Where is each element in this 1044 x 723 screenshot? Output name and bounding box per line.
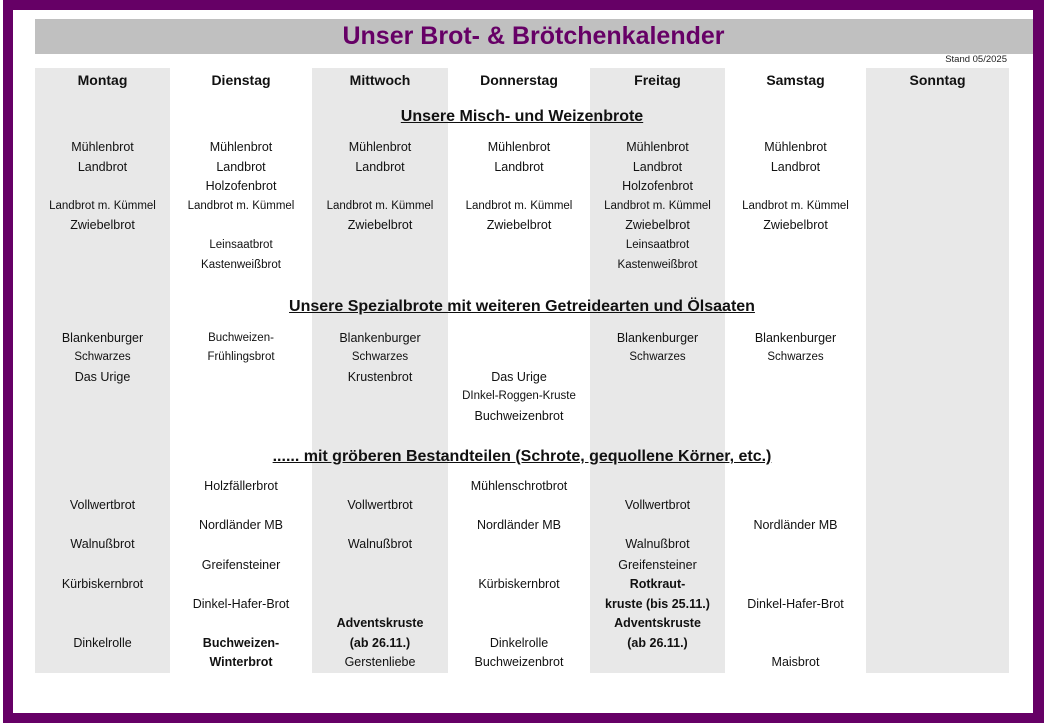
- stand-date: Stand 05/2025: [945, 54, 1007, 65]
- bread-item: Leinsaatbrot: [625, 239, 690, 251]
- bread-item: Vollwertbrot: [347, 498, 413, 512]
- bread-item: Blankenburger: [339, 331, 421, 345]
- bread-item: Kürbiskernbrot: [61, 577, 144, 591]
- bread-item: Landbrot m. Kümmel: [742, 200, 849, 212]
- bread-item: Krustenbrot: [347, 370, 413, 384]
- bread-item: Landbrot m. Kümmel: [465, 200, 573, 212]
- bread-item: Holzofenbrot: [622, 179, 693, 193]
- bread-item: Holzofenbrot: [205, 179, 277, 193]
- bread-item: Rotkraut-: [629, 577, 686, 591]
- bread-item: Zwiebelbrot: [70, 218, 135, 232]
- section-heading: ...... mit gröberen Bestandteilen (Schrote, gequollene Körner, etc.): [272, 448, 772, 465]
- bread-item: Schwarzes: [74, 351, 131, 363]
- bread-item: Dinkelrolle: [489, 636, 549, 650]
- bread-item: Blankenburger: [754, 331, 837, 345]
- bread-item: Dinkel-Hafer-Brot: [192, 597, 290, 611]
- bread-item: Mühlenbrot: [487, 140, 551, 154]
- bread-item: Mühlenbrot: [626, 140, 689, 154]
- bread-item: Landbrot: [632, 160, 683, 174]
- bread-item: Landbrot: [494, 160, 544, 174]
- day-header-samstag: Samstag: [766, 72, 825, 88]
- bread-item: Landbrot m. Kümmel: [187, 200, 295, 212]
- bread-item: Nordländer MB: [753, 518, 838, 532]
- bread-item: Zwiebelbrot: [625, 218, 690, 232]
- bread-item: Landbrot m. Kümmel: [49, 200, 156, 212]
- bread-item: Dinkelrolle: [73, 636, 132, 650]
- bread-item: Landbrot: [355, 160, 405, 174]
- bread-item: Schwarzes: [767, 351, 824, 363]
- bread-item: kruste (bis 25.11.): [605, 597, 710, 611]
- section-heading: Unsere Spezialbrote mit weiteren Getreidearten und Ölsaaten: [289, 298, 755, 315]
- bread-item: Schwarzes: [351, 351, 409, 363]
- day-header-donnerstag: Donnerstag: [480, 72, 558, 88]
- bread-item: Das Urige: [491, 370, 547, 384]
- bread-item: Walnußbrot: [70, 537, 135, 551]
- bread-item: DInkel-Roggen-Kruste: [462, 390, 576, 402]
- bread-item: Landbrot: [216, 160, 266, 174]
- bread-item: Mühlenbrot: [348, 140, 412, 154]
- day-header-dienstag: Dienstag: [211, 72, 271, 88]
- bread-item: Buchweizen-: [202, 636, 280, 650]
- bread-item: Blankenburger: [61, 331, 144, 345]
- bread-item: Maisbrot: [771, 655, 820, 669]
- day-header-mittwoch: Mittwoch: [349, 72, 411, 88]
- bread-item: Schwarzes: [629, 351, 686, 363]
- bread-item: Kastenweißbrot: [617, 259, 698, 271]
- bread-item: Kürbiskernbrot: [478, 577, 560, 591]
- bread-item: Das Urige: [74, 370, 131, 384]
- bread-item: (ab 26.11.): [349, 636, 411, 650]
- bread-item: Holzfällerbrot: [204, 479, 278, 493]
- bread-item: Mühlenschrotbrot: [470, 479, 568, 493]
- bread-item: Nordländer MB: [476, 518, 562, 532]
- bread-item: Walnußbrot: [625, 537, 690, 551]
- day-header-montag: Montag: [77, 72, 128, 88]
- page-title: Unser Brot- & Brötchenkalender: [342, 22, 725, 50]
- bread-item: Blankenburger: [616, 331, 699, 345]
- bread-item: Kastenweißbrot: [201, 259, 281, 271]
- bread-item: Adventskruste: [614, 616, 701, 630]
- bread-item: Mühlenbrot: [71, 140, 134, 154]
- bread-item: Adventskruste: [336, 616, 424, 630]
- bread-item: Vollwertbrot: [624, 498, 691, 512]
- day-header-sonntag: Sonntag: [909, 72, 966, 88]
- bread-item: Zwiebelbrot: [486, 218, 552, 232]
- bread-item: Nordländer MB: [198, 518, 284, 532]
- bread-item: Zwiebelbrot: [347, 218, 413, 232]
- bread-item: Zwiebelbrot: [763, 218, 828, 232]
- day-header-freitag: Freitag: [634, 72, 681, 88]
- bread-item: Mühlenbrot: [209, 140, 273, 154]
- bread-item: Greifensteiner: [618, 558, 697, 572]
- bread-item: Vollwertbrot: [69, 498, 136, 512]
- bread-item: Landbrot m. Kümmel: [604, 200, 711, 212]
- bread-item: Buchweizenbrot: [474, 655, 564, 669]
- bread-item: Winterbrot: [209, 655, 273, 669]
- bread-item: Buchweizenbrot: [474, 409, 564, 423]
- bread-item: Mühlenbrot: [764, 140, 827, 154]
- bread-item: Walnußbrot: [347, 537, 413, 551]
- bread-item: Frühlingsbrot: [207, 351, 275, 363]
- bread-item: (ab 26.11.): [627, 636, 688, 650]
- bread-item: Landbrot: [77, 160, 128, 174]
- section-heading: Unsere Misch- und Weizenbrote: [400, 108, 644, 125]
- bread-item: Buchweizen-: [208, 332, 274, 344]
- bread-item: Landbrot m. Kümmel: [326, 200, 434, 212]
- bread-item: Landbrot: [770, 160, 821, 174]
- bread-item: Leinsaatbrot: [209, 239, 273, 251]
- column-sonntag: [866, 68, 1009, 673]
- bread-item: Dinkel-Hafer-Brot: [747, 597, 844, 611]
- bread-item: Greifensteiner: [201, 558, 281, 572]
- bread-item: Gerstenliebe: [344, 655, 416, 669]
